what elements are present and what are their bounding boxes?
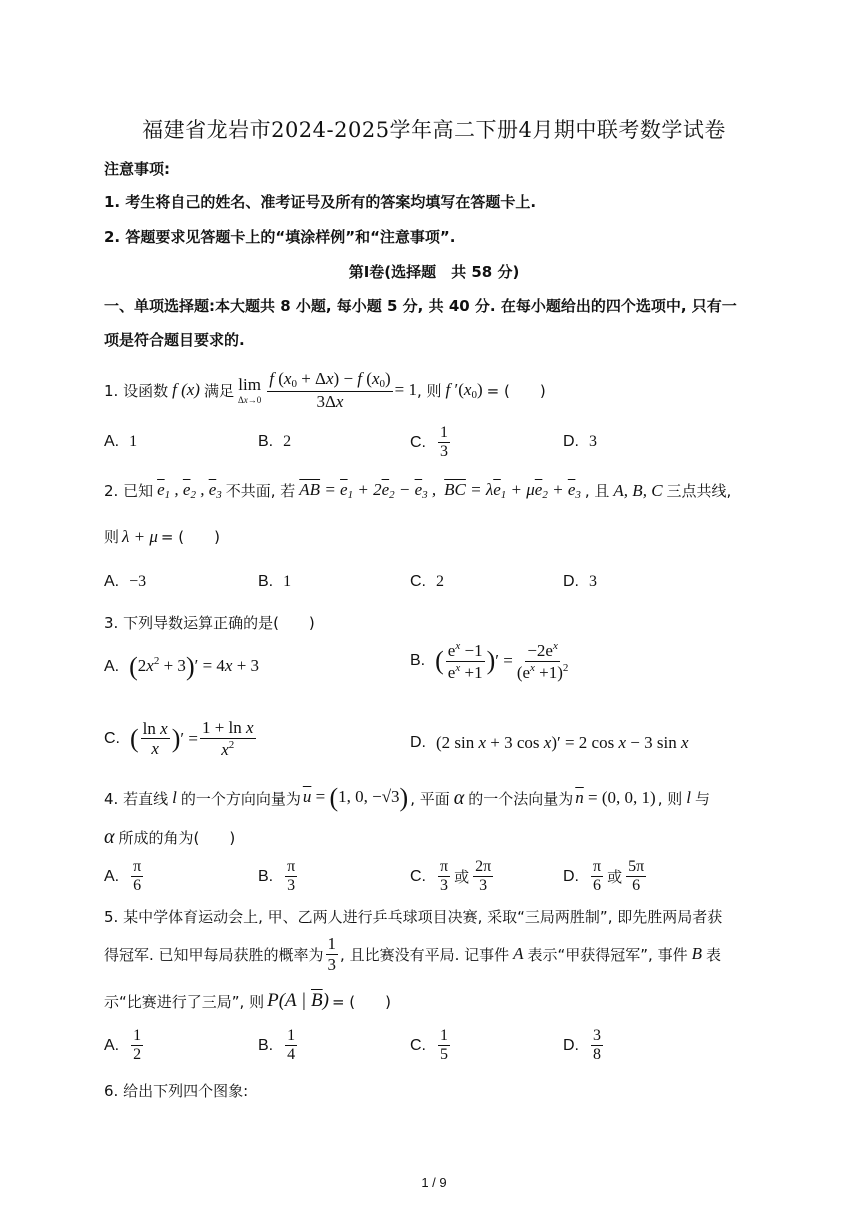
q4-line-l: l (172, 788, 177, 807)
q5-line2-d: 表 (706, 945, 722, 964)
q1-limit: lim Δx→0 (237, 375, 262, 405)
q4-vector-n: $\overline{n} = (0$, 0, 1) (575, 788, 656, 807)
q5-line2-c: 表示“甲获得冠军”, 事件 (527, 945, 688, 964)
q2-vectors: $\overline{e}_1$ , $\overline{e}_2$ , $\overline{e}_3$ (157, 480, 222, 501)
q5-event-a: A (513, 944, 524, 964)
question-6: 6. 给出下列四个图象: (104, 1082, 249, 1100)
q1-option-d[interactable]: D. 3 (563, 433, 597, 450)
q2-option-a[interactable]: A. −3 (104, 573, 147, 590)
page-title: 福建省龙岩市2024-2025学年高二下册4月期中联考数学试卷 (142, 118, 726, 142)
q3-option-a[interactable]: A. $(2x^2 + 3)' = 4x + 3$ (104, 652, 260, 681)
q1-difference-quotient: $\frac{f (x_0 + \Delta x) - f (x_0)}{3\Delta x}$ (269, 368, 391, 411)
notice-item-2: 2. 答题要求见答题卡上的“填涂样例”和“注意事项”. (104, 228, 456, 246)
q4-end: 与 (694, 789, 710, 808)
notice-item-1: 1. 考生将自己的姓名、准考证号及所有的答案均填写在答题卡上. (104, 193, 537, 211)
q1-option-a[interactable]: A. 1 (104, 433, 138, 450)
q3-option-b[interactable]: B. ( $\frac{e^x -1}{e^x +1}$ ) ′ = $\frac{-2e^x}{(e^x +1)^2}$ (410, 640, 569, 682)
q4-mid2: , 平面 (410, 789, 450, 808)
q2-mid1: 不共面, 若 (225, 482, 296, 500)
q1-func: f (x) (172, 380, 200, 399)
section-intro-line1: 一、单项选择题:本大题共 8 小题, 每小题 5 分, 共 40 分. 在每小题给出的四个选项中, 只有一 (104, 297, 737, 315)
q4-option-d[interactable]: D. $\frac{\pi}{6}$ 或 $\frac{5\pi}{6}$ (563, 858, 645, 895)
q5-conditional-prob: P(A | $\overline{B}$) (267, 990, 329, 1011)
q4-option-a[interactable]: A. $\frac{\pi}{6}$ (104, 858, 142, 895)
q4-prefix: 4. 若直线 (104, 789, 169, 808)
question-4 (104, 783, 710, 813)
q2-ab-expr: $\overline{AB} = \overline{e}_1 + 2\overline{e}_2 - \overline{e}_3$ , (299, 480, 437, 501)
question-2 (104, 480, 731, 501)
question-2-line2 (104, 526, 220, 547)
q1-mid: 满足 (203, 381, 234, 400)
q5-line3-b: = ( ) (331, 992, 391, 1011)
q1-suffix: , 则 (417, 381, 442, 400)
q4-mid1: 的一个方向向量为 (180, 789, 301, 808)
q3-option-d[interactable]: D. (2 sin x + 3 cos x)′ = 2 cos x − 3 sin x (410, 733, 689, 752)
q4-line2: 所成的角为( ) (118, 829, 236, 847)
q4-option-b[interactable]: B. $\frac{\pi}{3}$ (258, 858, 296, 895)
q5-option-c[interactable]: C. $\frac{1}{5}$ (410, 1027, 448, 1064)
question-4-line2 (104, 826, 235, 849)
q4-mid3: 的一个法向量为 (468, 789, 574, 808)
q4-option-c[interactable]: C. $\frac{\pi}{3}$ 或 $\frac{2\pi}{3}$ (410, 858, 492, 895)
question-5-line1: 5. 某中学体育运动会上, 甲、乙两人进行乒乓球项目决赛, 采取“三局两胜制”, 即先胜两局者获 (104, 908, 723, 926)
q2-line2-prefix: 则 (104, 528, 120, 546)
q2-end: 三点共线, (666, 482, 732, 500)
section-intro-line2: 项是符合题目要求的. (104, 331, 245, 349)
question-1 (104, 360, 546, 420)
q3-option-c[interactable]: C. ( $\frac{\text{ln x}}{x}$ ) ′ = $\frac{\text{1 + ln x}}{x^2}$ (104, 718, 254, 759)
q1-end: = ( ) (486, 381, 546, 400)
q5-line3-a: 示“比赛进行了三局”, 则 (104, 992, 265, 1011)
q2-option-d[interactable]: D. 3 (563, 573, 597, 590)
q1-equals-one: = 1 (394, 380, 417, 399)
q2-option-b[interactable]: B. 1 (258, 573, 292, 590)
q5-option-b[interactable]: B. $\frac{1}{4}$ (258, 1027, 296, 1064)
q1-prefix: 1. 设函数 (104, 381, 169, 400)
q4-line-l-2: l (686, 788, 691, 807)
question-5-line3 (104, 990, 391, 1012)
q5-line2-b: , 且比赛没有平局. 记事件 (340, 945, 510, 964)
q5-line2-a: 得冠军. 已知甲每局获胜的概率为 (104, 945, 324, 964)
q2-mid2: , 且 (584, 482, 610, 500)
question-3: 3. 下列导数运算正确的是( ) (104, 614, 315, 632)
q2-bc-expr: $\overline{BC} = \lambda\overline{e}_1 + \mu\overline{e}_2 + \overline{e}_3$ (444, 480, 581, 501)
q4-alpha-2: α (104, 826, 115, 848)
q2-prefix: 2. 已知 (104, 482, 154, 500)
q2-points: A, B, C (613, 480, 663, 500)
question-5-line2 (104, 934, 721, 974)
q5-option-d[interactable]: D. $\frac{3}{8}$ (563, 1027, 601, 1064)
q2-line2-end: = ( ) (160, 528, 220, 546)
q2-lambda-mu: λ + μ (122, 526, 158, 546)
q5-event-b: B (691, 944, 702, 964)
q1-option-b[interactable]: B. 2 (258, 433, 292, 450)
page-number: 1 / 9 (421, 1175, 447, 1190)
q4-alpha: α (453, 786, 465, 809)
section-title: 第Ⅰ卷(选择题 共 58 分) (348, 263, 520, 281)
q1-derivative: f $'(x_0)$ (445, 379, 483, 401)
q4-vector-u: $\overline{u} = (1$, 0, −√3) (302, 783, 409, 812)
q2-option-c[interactable]: C. 2 (410, 573, 444, 590)
q4-mid4: , 则 (657, 789, 683, 808)
notice-heading: 注意事项: (104, 160, 170, 178)
q1-option-c[interactable]: C. $\frac{1}{3}$ (410, 424, 448, 461)
q5-option-a[interactable]: A. $\frac{1}{2}$ (104, 1027, 142, 1064)
q5-probability: $\frac{1}{3}$ (327, 934, 337, 974)
